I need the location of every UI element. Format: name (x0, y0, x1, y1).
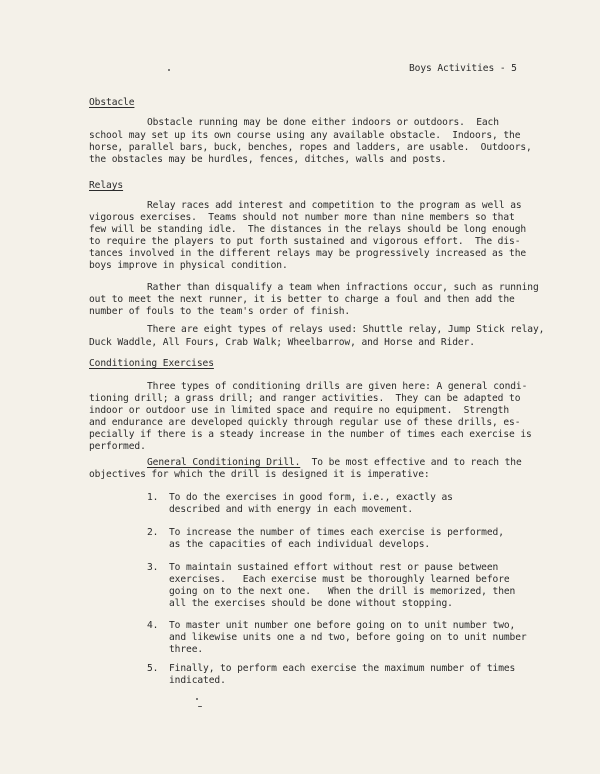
relays-p1-line-1: Relay races add interest and competition to the program as well as (147, 200, 522, 211)
conditioning-p1-line-3: indoor or outdoor use in limited space and require no equipment. Strength (89, 405, 510, 416)
item-2-number: 2. (147, 527, 159, 538)
item-3-number: 3. (147, 562, 159, 573)
item-2-line-2: as the capacities of each individual develops. (169, 539, 431, 550)
item-1-number: 1. (147, 492, 159, 503)
page-header: Boys Activities - 5 (409, 63, 517, 74)
item-3-line-3: going on to the next one. When the drill is memorized, then (169, 586, 516, 597)
item-5-line-2: indicated. (169, 675, 226, 686)
drill-intro-line-1 (147, 457, 522, 469)
item-1-line-2: described and with energy in each movement. (169, 504, 414, 515)
item-4-number: 4. (147, 620, 159, 631)
relays-p1-line-4: to require the players to put forth sustained and vigorous effort. The dis- (89, 236, 521, 247)
stray-mark (196, 698, 198, 700)
section-heading-relays: Relays (89, 180, 124, 191)
stray-mark (168, 69, 170, 71)
obstacle-line-1: Obstacle running may be done either indoors or outdoors. Each (147, 117, 499, 128)
item-1-line-1: To do the exercises in good form, i.e., exactly as (169, 492, 453, 503)
conditioning-p1-line-5: pecially if there is a steady increase in the number of times each exercise is (89, 429, 532, 440)
relays-p2-line-2: out to meet the next runner, it is better to charge a foul and then add the (89, 294, 515, 305)
item-4-line-3: three. (169, 644, 204, 655)
item-5-number: 5. (147, 663, 159, 674)
conditioning-p1-line-2: tioning drill; a grass drill; and ranger activities. They can be adapted to (89, 393, 521, 404)
relays-p1-line-2: vigorous exercises. Teams should not number more than nine members so that (89, 212, 515, 223)
item-4-line-1: To master unit number one before going on to unit number two, (169, 620, 516, 631)
relays-p1-line-3: few will be standing idle. The distances in the relays should be long enough (89, 224, 527, 235)
obstacle-line-2: school may set up its own course using any available obstacle. Indoors, the (89, 130, 521, 141)
item-5-line-1: Finally, to perform each exercise the maximum number of times (169, 663, 516, 674)
item-3-line-2: exercises. Each exercise must be thoroughly learned before (169, 574, 510, 585)
relays-p2-line-3: number of fouls to the team's order of finish. (89, 306, 351, 317)
obstacle-line-4: the obstacles may be hurdles, fences, ditches, walls and posts. (89, 154, 447, 165)
drill-intro-line-2: objectives for which the drill is designed it is imperative: (89, 469, 430, 480)
relays-p1-line-6: boys improve in physical condition. (89, 260, 288, 271)
relays-p3-line-2: Duck Waddle, All Fours, Crab Walk; Wheelbarrow, and Horse and Rider. (89, 337, 475, 348)
item-3-line-1: To maintain sustained effort without rest or pause between (169, 562, 499, 573)
section-heading-conditioning: Conditioning Exercises (89, 358, 214, 369)
relays-p3-line-1: There are eight types of relays used: Shuttle relay, Jump Stick relay, (147, 324, 545, 335)
drill-title: General Conditioning Drill. (147, 457, 301, 468)
conditioning-p1-line-1: Three types of conditioning drills are given here: A general condi- (147, 381, 528, 392)
section-heading-obstacle: Obstacle (89, 97, 135, 108)
conditioning-p1-line-6: performed. (89, 441, 146, 452)
item-4-line-2: and likewise units one a nd two, before going on to unit number (169, 632, 527, 643)
item-3-line-4: all the exercises should be done without stopping. (169, 598, 453, 609)
drill-intro-rest: To be most effective and to reach the (300, 457, 522, 468)
obstacle-line-3: horse, parallel bars, buck, benches, ropes and ladders, are usable. Outdoors, (89, 142, 532, 153)
stray-mark (198, 706, 202, 707)
conditioning-p1-line-4: and endurance are developed quickly through regular use of these drills, es- (89, 417, 521, 428)
relays-p1-line-5: tances involved in the different relays may be progressively increased as the (89, 248, 527, 259)
relays-p2-line-1: Rather than disqualify a team when infractions occur, such as running (147, 282, 539, 293)
item-2-line-1: To increase the number of times each exercise is performed, (169, 527, 504, 538)
